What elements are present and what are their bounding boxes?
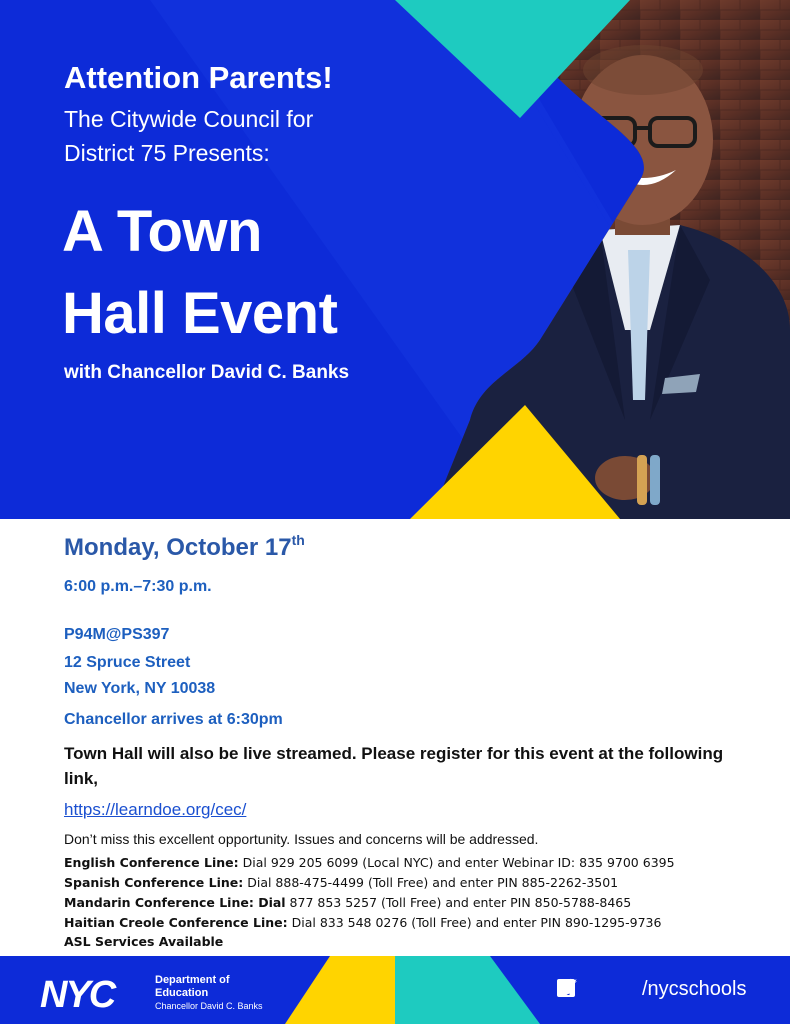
event-date-suffix: th: [291, 532, 305, 548]
location-venue: P94M@PS397: [64, 626, 170, 643]
location-street: 12 Spruce Street: [64, 654, 191, 671]
department-of-education-wordmark: [155, 974, 263, 1012]
livestream-notice: Town Hall will also be live streamed. Please register for this event at the following link,: [64, 744, 724, 788]
footer-bar: [0, 956, 790, 1024]
event-title-line-2: Hall Event: [62, 281, 338, 346]
conference-detail: Dial 888-475-4499 (Toll Free) and enter PIN 885-2262-3501: [243, 875, 619, 890]
conference-line-haitian-creole: [64, 915, 661, 930]
social-links: [556, 978, 747, 1001]
council-line-2: District 75 Presents:: [64, 140, 270, 166]
conference-detail: Dial 833 548 0276 (Toll Free) and enter PIN 890-1295-9736: [287, 915, 662, 930]
conference-detail: Dial 929 205 6099 (Local NYC) and enter Webinar ID: 835 9700 6395: [238, 855, 675, 870]
dont-miss-note: Don’t miss this excellent opportunity. Issues and concerns will be addressed.: [64, 831, 539, 847]
twitter-icon[interactable]: [584, 980, 604, 1000]
chancellor-arrival-note: Chancellor arrives at 6:30pm: [64, 711, 283, 728]
event-date: [64, 534, 305, 562]
conference-line-mandarin: [64, 895, 631, 910]
conference-line-english: [64, 855, 675, 870]
chancellor-subtitle: with Chancellor David C. Banks: [64, 362, 350, 383]
social-handle[interactable]: /nycschools: [642, 978, 747, 1000]
registration-link[interactable]: https://learndoe.org/cec/: [64, 800, 247, 819]
event-time: 6:00 p.m.–7:30 p.m.: [64, 578, 212, 595]
doe-line-1: Department of: [155, 974, 230, 986]
conference-label: Mandarin Conference Line: Dial: [64, 895, 286, 910]
asl-services-note: ASL Services Available: [64, 934, 224, 949]
conference-label: Spanish Conference Line:: [64, 875, 244, 890]
council-line-1: The Citywide Council for: [64, 106, 314, 132]
conference-label: English Conference Line:: [64, 855, 239, 870]
conference-label: Haitian Creole Conference Line:: [64, 915, 288, 930]
event-title-line-1: A Town: [62, 199, 262, 264]
doe-line-2: Education: [155, 987, 209, 999]
location-city: New York, NY 10038: [64, 680, 216, 697]
doe-chancellor-line: Chancellor David C. Banks: [155, 1001, 263, 1011]
conference-line-spanish: [64, 875, 618, 890]
conference-detail: 877 853 5257 (Toll Free) and enter PIN 850-5788-8465: [285, 895, 632, 910]
instagram-icon[interactable]: [612, 980, 632, 1000]
nyc-logo: NYC: [40, 974, 115, 1016]
event-date-text: Monday, October 17: [64, 534, 292, 561]
attention-heading: Attention Parents!: [64, 60, 333, 95]
